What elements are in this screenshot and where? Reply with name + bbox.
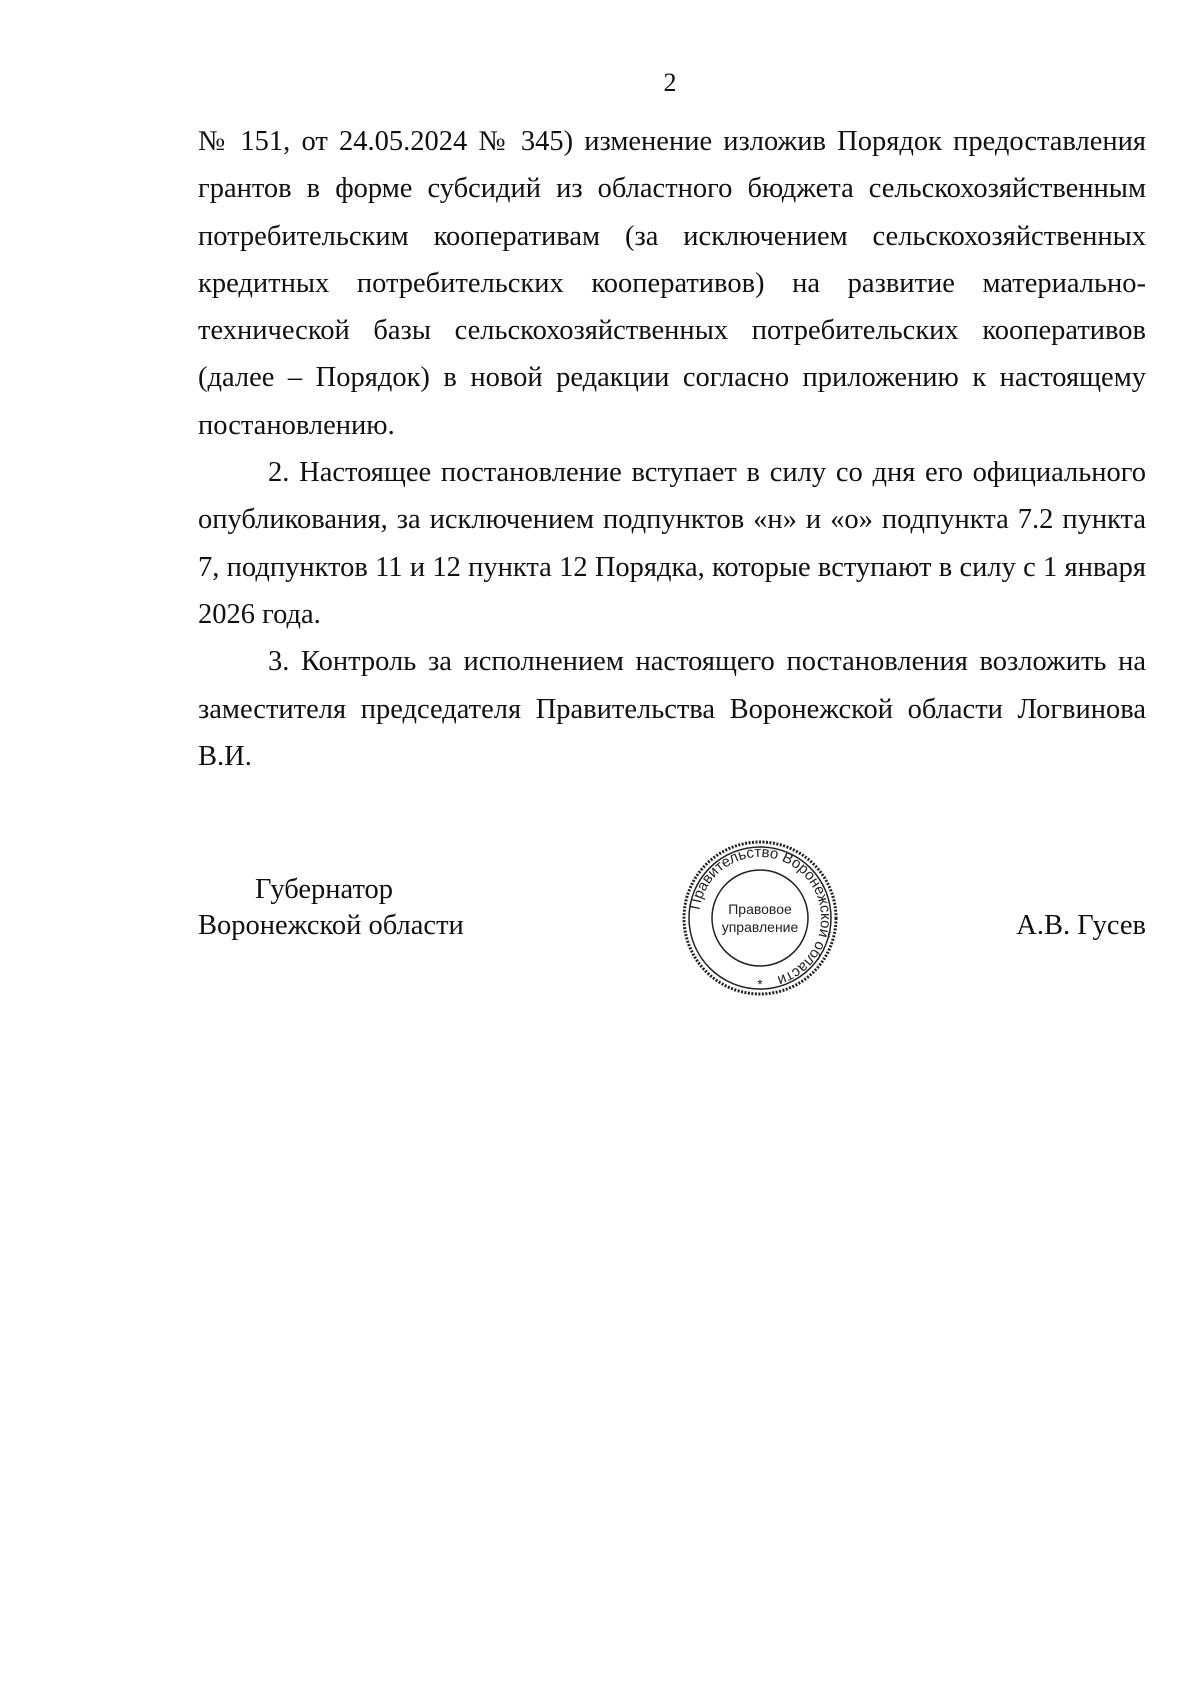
signatory-title — [198, 872, 464, 944]
signatory-name: А.В. Гусев — [1016, 910, 1146, 941]
stamp-inner-ring — [712, 870, 808, 966]
official-stamp — [680, 838, 840, 998]
paragraph-2-effective-date: 2. Настоящее постановление вступает в силу со дня его официального опубликования, за исключением подпунктов «н» и «о» подпункта 7.2 пункта 7, подпунктов 11 и 12 пункта 12 Порядка, которые вступают в силу с 1 января 2026 года. — [198, 457, 1146, 630]
document-body — [198, 118, 1146, 780]
stamp-outer-ring — [684, 842, 836, 994]
stamp-outer-text: Правительство Воронежской области — [686, 843, 835, 990]
signatory-title-line-1: Губернатор — [255, 874, 394, 905]
page-number: 2 — [663, 68, 677, 97]
signatory-title-line-2: Воронежской области — [198, 910, 464, 941]
paragraph-3-control: 3. Контроль за исполнением настоящего постановления возложить на заместителя председателя Правительства Воронежской области Логвинова В.И. — [198, 646, 1146, 772]
stamp-inner-text-line-1: Правовое — [728, 901, 792, 917]
stamp-star: * — [757, 976, 763, 992]
stamp-inner-text-line-2: управление — [721, 919, 799, 935]
paragraph-1-continuation: № 151, от 24.05.2024 № 345) изменение изложив Порядок предоставления грантов в форме субсидий из областного бюджета сельскохозяйственным потребительским кооперативам (за исключением сельскохозяйственных кредитных потребительских кооперативов) на развитие материально-технической базы сельскохозяйственных потребительских кооперативов (далее – Порядок) в новой редакции согласно приложению к настоящему постановлению. — [198, 126, 1146, 441]
